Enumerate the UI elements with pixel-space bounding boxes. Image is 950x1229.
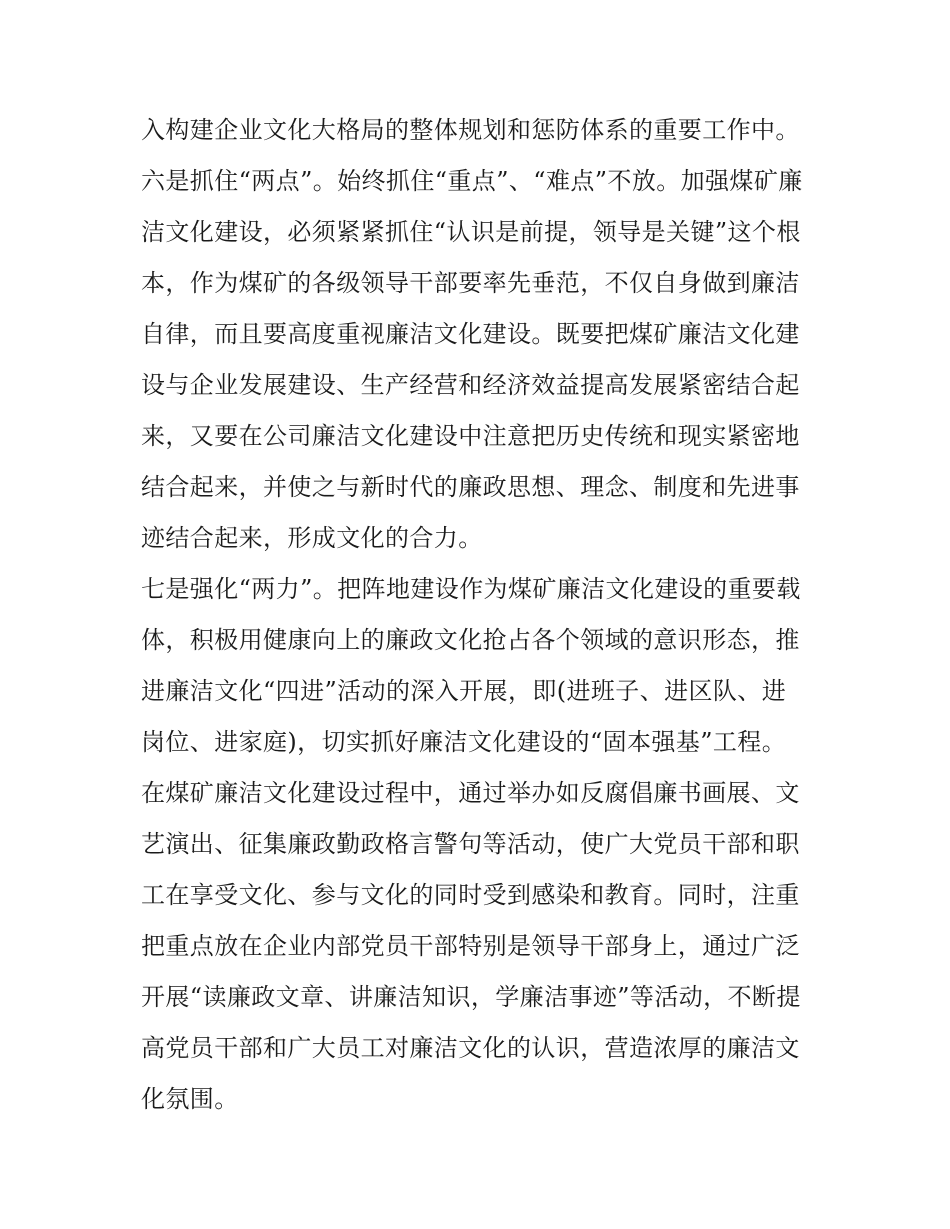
text-line: 艺演出、征集廉政勤政格言警句等活动，使广大党员干部和职 <box>141 830 800 858</box>
text-line: 本，作为煤矿的各级领导干部要率先垂范，不仅自身做到廉洁 <box>141 269 800 297</box>
text-line: 化氛围。 <box>141 1085 239 1113</box>
text-line: 进廉洁文化“四进”活动的深入开展，即(进班子、进区队、进 <box>141 677 787 705</box>
text-line: 岗位、进家庭)，切实抓好廉洁文化建设的“固本强基”工程。 <box>141 728 787 756</box>
text-line: 入构建企业文化大格局的整体规划和惩防体系的重要工作中。 <box>141 116 800 144</box>
text-line: 来，又要在公司廉洁文化建设中注意把历史传统和现实紧密地 <box>141 422 800 450</box>
text-line: 六是抓住“两点”。始终抓住“重点”、“难点”不放。加强煤矿廉 <box>141 167 803 195</box>
text-line: 洁文化建设，必须紧紧抓住“认识是前提，领导是关键”这个根 <box>141 218 801 246</box>
text-line: 开展“读廉政文章、讲廉洁知识，学廉洁事迹”等活动，不断提 <box>141 983 801 1011</box>
text-line: 结合起来，并使之与新时代的廉政思想、理念、制度和先进事 <box>141 473 800 501</box>
text-line: 七是强化“两力”。把阵地建设作为煤矿廉洁文化建设的重要载 <box>141 575 801 603</box>
text-line: 设与企业发展建设、生产经营和经济效益提高发展紧密结合起 <box>141 371 800 399</box>
text-line: 在煤矿廉洁文化建设过程中，通过举办如反腐倡廉书画展、文 <box>141 779 800 807</box>
text-line: 体，积极用健康向上的廉政文化抢占各个领域的意识形态，推 <box>141 626 800 654</box>
text-line: 工在享受文化、参与文化的同时受到感染和教育。同时，注重 <box>141 881 800 909</box>
text-line: 把重点放在企业内部党员干部特别是领导干部身上，通过广泛 <box>141 932 800 960</box>
text-line: 高党员干部和广大员工对廉洁文化的认识，营造浓厚的廉洁文 <box>141 1034 800 1062</box>
text-line: 自律，而且要高度重视廉洁文化建设。既要把煤矿廉洁文化建 <box>141 320 800 348</box>
text-line: 迹结合起来，形成文化的合力。 <box>141 524 483 552</box>
